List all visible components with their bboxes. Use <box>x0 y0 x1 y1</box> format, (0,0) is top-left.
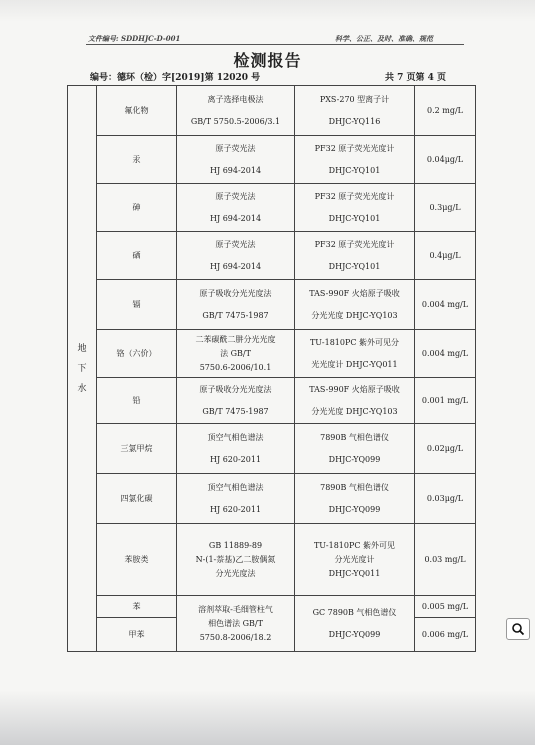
method-line: GB/T 7475-1987 <box>202 406 269 416</box>
header-divider <box>86 44 464 45</box>
instrument-line: TU-1810PC 紫外可见分 <box>309 337 400 347</box>
method-cell <box>177 184 295 232</box>
instrument-cell <box>295 524 415 596</box>
item-name: 硒 <box>97 232 177 280</box>
table-row <box>68 136 476 184</box>
method-cell <box>177 424 295 474</box>
instrument-line: 7890B 气相色谱仪 <box>320 432 389 442</box>
category-char: 地 <box>77 343 87 354</box>
detection-limit: 0.03μg/L <box>415 474 476 524</box>
instrument-cell <box>295 136 415 184</box>
detection-limit: 0.02μg/L <box>415 424 476 474</box>
instrument-cell <box>295 596 415 652</box>
method-cell <box>177 474 295 524</box>
instrument-line: DHJC-YQ099 <box>328 504 381 514</box>
instrument-line: DHJC-YQ101 <box>328 261 381 271</box>
item-name: 镉 <box>97 280 177 330</box>
method-line: 5750.6-2006/10.1 <box>199 362 272 372</box>
method-line: HJ 620-2011 <box>209 454 262 464</box>
instrument-line: DHJC-YQ099 <box>328 454 381 464</box>
item-name: 三氯甲烷 <box>97 424 177 474</box>
instrument-cell <box>295 184 415 232</box>
table-row <box>68 232 476 280</box>
method-cell <box>177 524 295 596</box>
item-name: 铅 <box>97 378 177 424</box>
table-row <box>68 86 476 136</box>
magnifier-icon[interactable] <box>506 618 530 640</box>
instrument-line: TU-1810PC 紫外可见 <box>313 540 396 550</box>
method-line: 法 GB/T <box>220 348 251 358</box>
instrument-line: DHJC-YQ101 <box>328 213 381 223</box>
method-line: 相色谱法 GB/T <box>208 618 263 628</box>
item-name: 甲苯 <box>97 618 177 652</box>
item-name: 氟化物 <box>97 86 177 136</box>
test-methods-table <box>67 85 476 652</box>
report-number: 编号：德环（检）字[2019]第 12020 号 <box>90 73 261 83</box>
method-line: GB/T 7475-1987 <box>202 310 269 320</box>
instrument-cell <box>295 280 415 330</box>
method-line: HJ 694-2014 <box>209 165 262 175</box>
table-row <box>68 424 476 474</box>
magnifier-glyph <box>511 622 525 636</box>
item-name: 四氯化碳 <box>97 474 177 524</box>
instrument-cell <box>295 330 415 378</box>
table-row <box>68 184 476 232</box>
method-line: 顶空气相色谱法 <box>207 482 264 492</box>
method-line: GB/T 5750.5-2006/3.1 <box>190 116 281 126</box>
instrument-line: 分光光度 DHJC-YQ103 <box>311 310 398 320</box>
instrument-cell <box>295 424 415 474</box>
method-cell <box>177 280 295 330</box>
method-cell <box>177 330 295 378</box>
method-line: HJ 694-2014 <box>209 261 262 271</box>
method-line: 原子荧光法 <box>215 239 256 249</box>
instrument-line: 7890B 气相色谱仪 <box>320 482 389 492</box>
instrument-line: TAS-990F 火焰原子吸收 <box>309 288 400 298</box>
table-row <box>68 280 476 330</box>
method-line: 离子选择电极法 <box>207 94 264 104</box>
instrument-cell <box>295 232 415 280</box>
doc-motto: 科学、公正、及时、准确、规范 <box>335 34 433 43</box>
method-line: HJ 694-2014 <box>209 213 262 223</box>
instrument-line: TAS-990F 火焰原子吸收 <box>309 384 400 394</box>
method-line: 二苯碳酰二肼分光光度 <box>195 334 276 344</box>
table-row <box>68 378 476 424</box>
report-title: 检测报告 <box>233 51 302 70</box>
item-name: 铬（六价） <box>97 330 177 378</box>
detection-limit: 0.4μg/L <box>415 232 476 280</box>
method-cell <box>177 86 295 136</box>
instrument-line: PF32 原子荧光光度计 <box>314 191 395 201</box>
detection-limit: 0.3μg/L <box>415 184 476 232</box>
method-line: 原子吸收分光光度法 <box>199 384 272 394</box>
detection-limit: 0.2 mg/L <box>415 86 476 136</box>
category-char: 水 <box>77 383 87 394</box>
detection-limit: 0.005 mg/L <box>415 596 476 618</box>
page-bottom-shade <box>0 690 535 745</box>
method-cell <box>177 136 295 184</box>
instrument-line: 分光光度计 <box>334 554 375 564</box>
instrument-line: 光光度计 DHJC-YQ011 <box>311 359 398 369</box>
category-char: 下 <box>77 363 87 374</box>
detection-limit: 0.04μg/L <box>415 136 476 184</box>
method-line: GB 11889-89 <box>208 540 263 550</box>
instrument-line: GC 7890B 气相色谱仪 <box>312 607 397 617</box>
method-cell <box>177 596 295 652</box>
instrument-line: DHJC-YQ011 <box>328 568 381 578</box>
table-row <box>68 596 476 618</box>
method-line: N-(1-萘基)乙二胺偶氮 <box>195 554 276 564</box>
instrument-line: 分光光度 DHJC-YQ103 <box>311 406 398 416</box>
instrument-line: PXS-270 型离子计 <box>319 94 390 104</box>
method-line: HJ 620-2011 <box>209 504 262 514</box>
method-cell <box>177 232 295 280</box>
detection-limit: 0.004 mg/L <box>415 280 476 330</box>
instrument-line: DHJC-YQ116 <box>328 116 381 126</box>
table-row <box>68 330 476 378</box>
method-line: 溶剂萃取-毛细管柱气 <box>198 604 273 614</box>
detection-limit: 0.001 mg/L <box>415 378 476 424</box>
table-row <box>68 474 476 524</box>
method-line: 原子吸收分光光度法 <box>199 288 272 298</box>
item-name: 砷 <box>97 184 177 232</box>
table-row <box>68 524 476 596</box>
instrument-line: DHJC-YQ099 <box>328 629 381 639</box>
method-line: 原子荧光法 <box>215 143 256 153</box>
item-name: 苯 <box>97 596 177 618</box>
item-name: 汞 <box>97 136 177 184</box>
method-cell <box>177 378 295 424</box>
doc-number: 文件编号: SDDHJC-D-001 <box>88 34 181 43</box>
category-cell <box>68 86 97 652</box>
instrument-cell <box>295 378 415 424</box>
detection-limit: 0.004 mg/L <box>415 330 476 378</box>
detection-limit: 0.006 mg/L <box>415 618 476 652</box>
method-line: 5750.8-2006/18.2 <box>199 632 272 642</box>
method-line: 原子荧光法 <box>215 191 256 201</box>
item-name: 苯胺类 <box>97 524 177 596</box>
method-line: 顶空气相色谱法 <box>207 432 264 442</box>
method-line: 分光光度法 <box>215 568 256 578</box>
page-indicator: 共 7 页第 4 页 <box>385 73 447 83</box>
detection-limit: 0.03 mg/L <box>415 524 476 596</box>
page-top-shade <box>0 0 535 22</box>
instrument-line: PF32 原子荧光光度计 <box>314 239 395 249</box>
instrument-line: PF32 原子荧光光度计 <box>314 143 395 153</box>
instrument-cell <box>295 474 415 524</box>
instrument-line: DHJC-YQ101 <box>328 165 381 175</box>
instrument-cell <box>295 86 415 136</box>
